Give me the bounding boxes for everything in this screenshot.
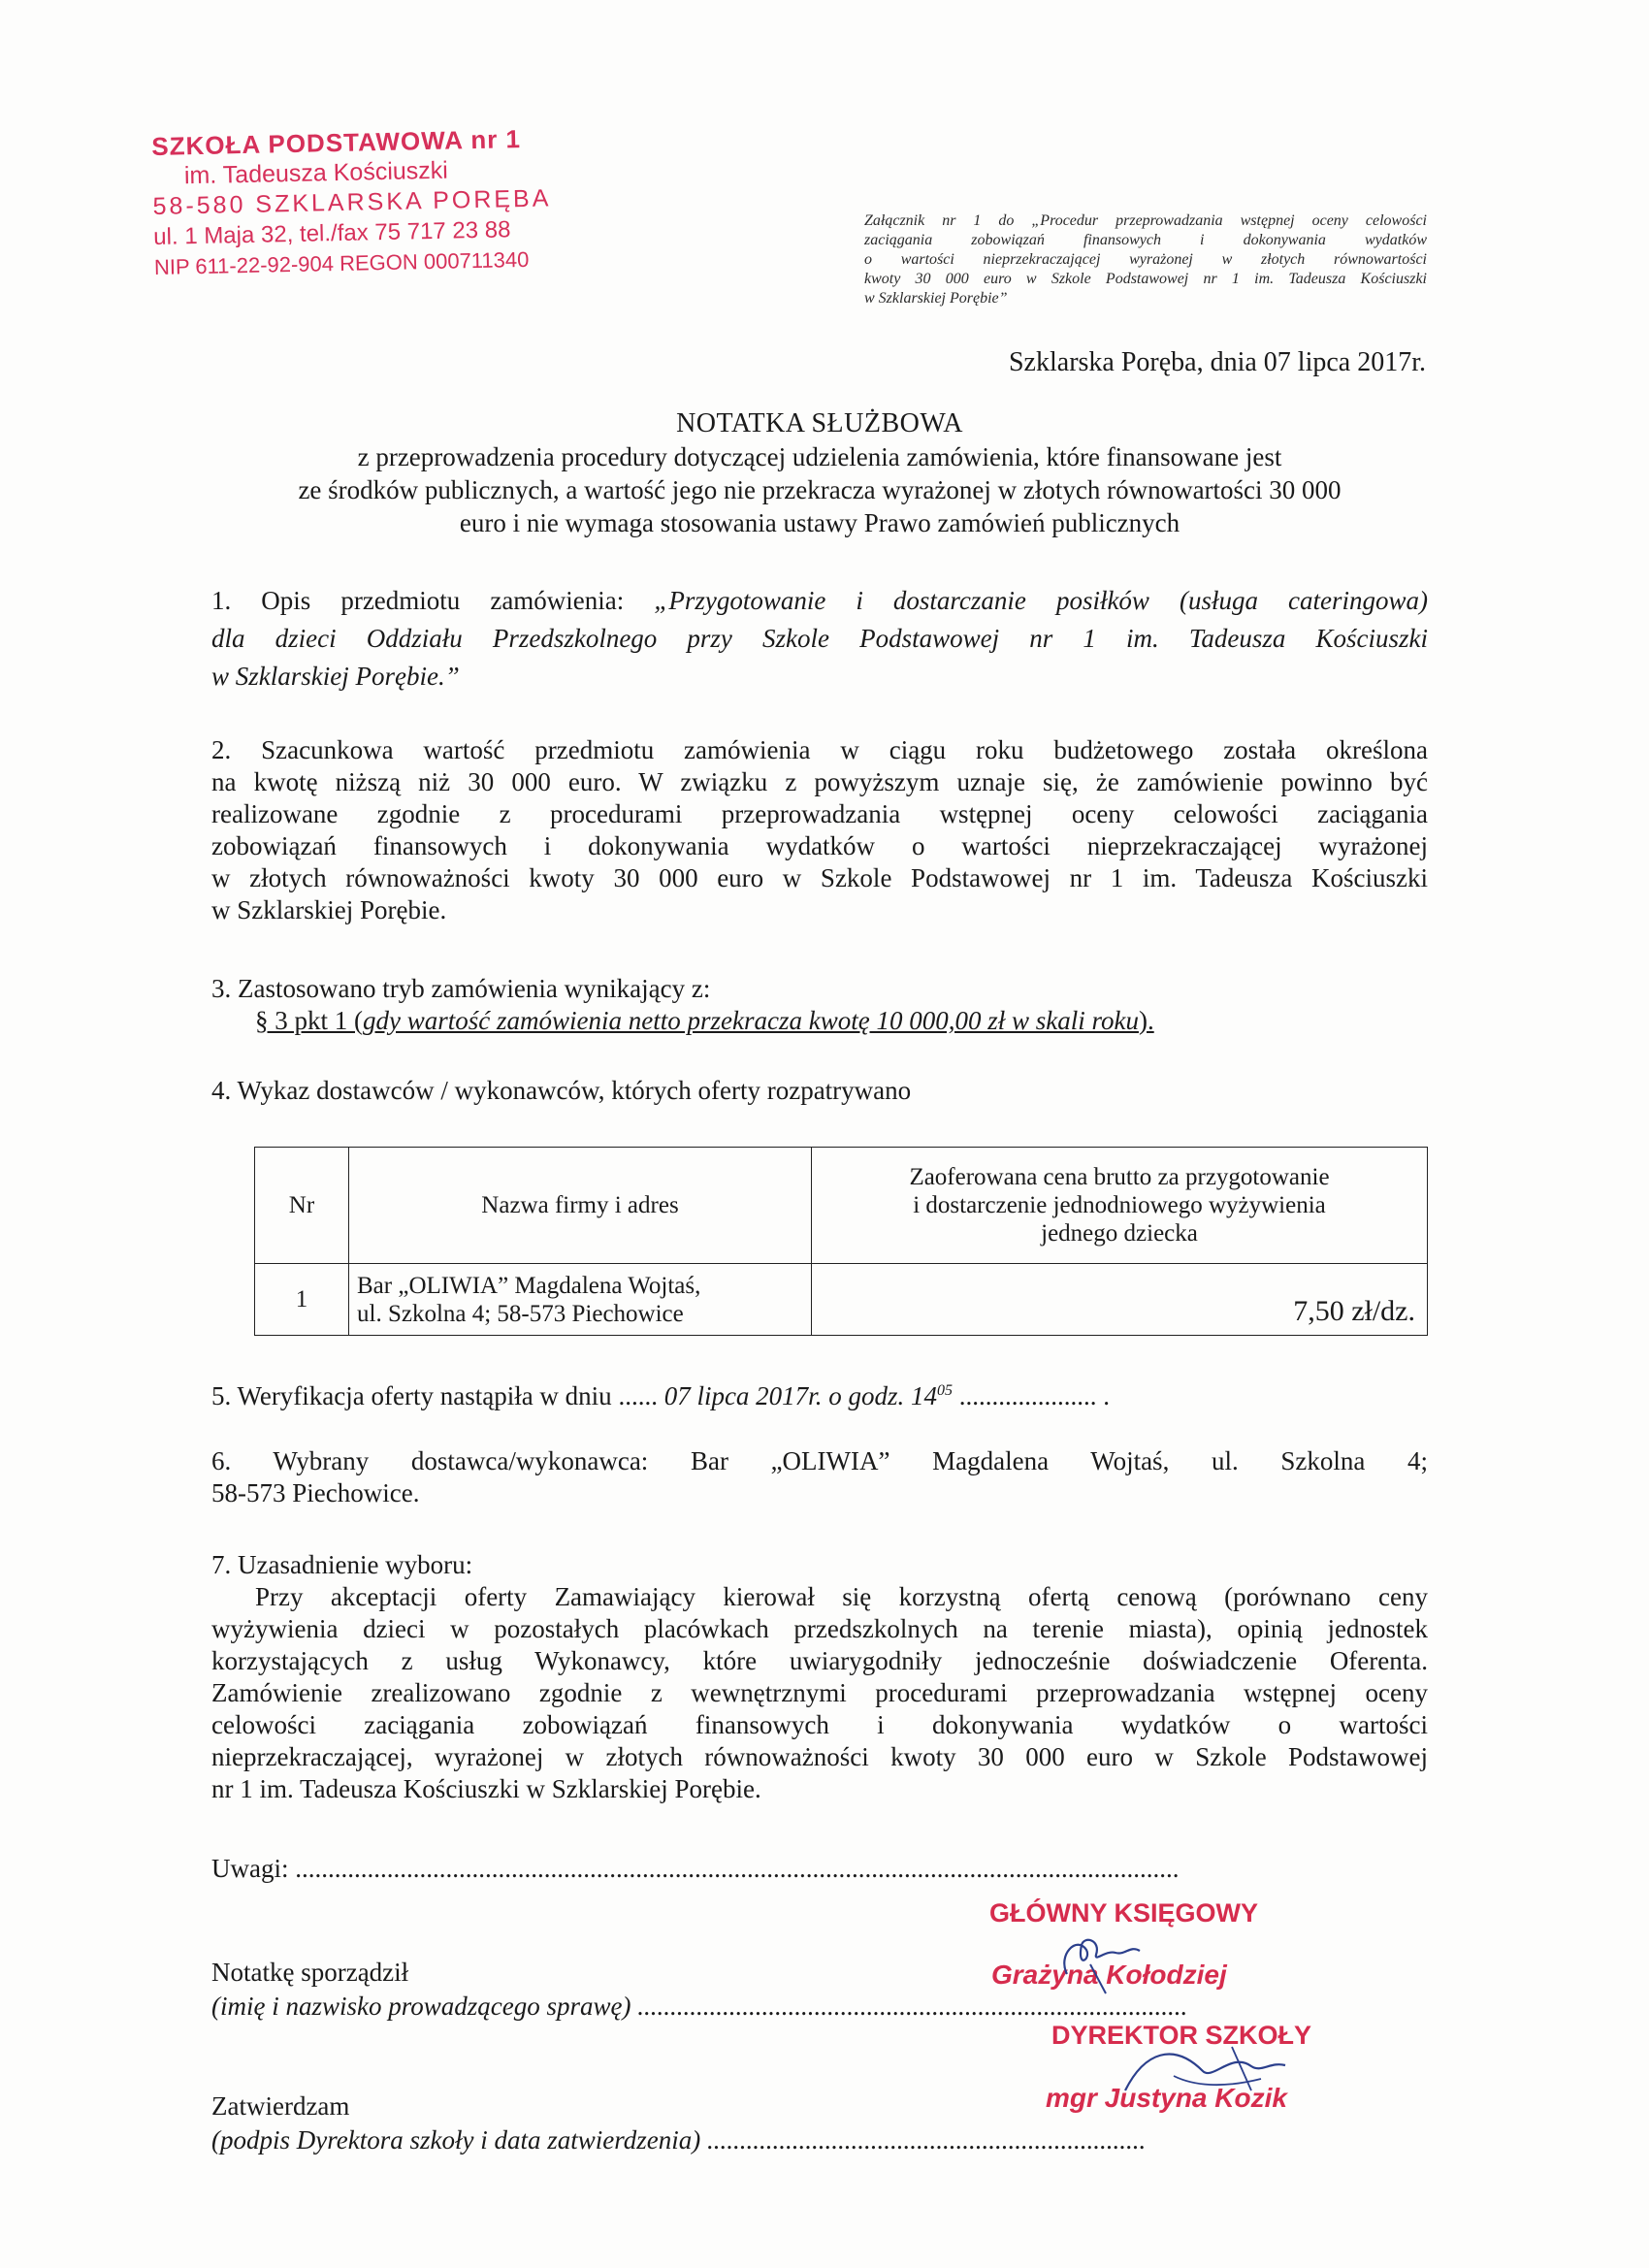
annex-line: Załącznik nr 1 do „Procedur przeprowadzania wstępnej oceny celowości (864, 212, 1427, 229)
item-7-line: korzystających z usług Wykonawcy, które uwiarygodniły jednocześnie doświadczenie Oferenta. (211, 1646, 1428, 1675)
item-7 (211, 1549, 1428, 1805)
item-6 (211, 1445, 1428, 1509)
stamp-line: im. Tadeusza Kościuszki (183, 156, 449, 190)
header-nr: Nr (255, 1148, 349, 1264)
item-1-subject: „Przygotowanie i dostarczanie posiłków (usługa cateringowa) (654, 586, 1428, 615)
place-date: Szklarska Poręba, dnia 07 lipca 2017r. (1008, 347, 1426, 377)
table-header-row (255, 1148, 1428, 1264)
annex-line: o wartości nieprzekraczającej wyrażonej w złotych równowartości (864, 251, 1427, 268)
item-5-minutes: 05 (936, 1382, 953, 1399)
document-title (211, 407, 1428, 539)
item-7-line: nr 1 im. Tadeusza Kościuszki w Szklarskiej Porębie. (211, 1774, 761, 1803)
item-3 (211, 973, 1428, 1037)
item-7-line: Zamówienie zrealizowano zgodnie z wewnętrznymi procedurami przeprowadzania wstępnej oceny (211, 1678, 1428, 1707)
item-2-line: w Szklarskiej Porębie. (211, 895, 447, 924)
item-6-line: 58-573 Piechowice. (211, 1478, 420, 1507)
accountant-stamp-name: Grażyna Kołodziej (991, 1960, 1227, 1990)
item-1 (211, 582, 1428, 696)
item-7-title: 7. Uzasadnienie wyboru: (211, 1550, 473, 1579)
title-sub: ze środków publicznych, a wartość jego nie przekracza wyrażonej w złotych równowartości 30 000 (298, 475, 1342, 504)
cell-firm (349, 1264, 812, 1336)
director-stamp-title: DYREKTOR SZKOŁY (1051, 2021, 1312, 2050)
accountant-signature (1048, 1926, 1164, 1998)
stamp-line: NIP 611-22-92-904 REGON 000711340 (153, 246, 530, 279)
item-2-line: na kwotę niższą niż 30 000 euro. W związku z powyższym uznaje się, że zamówienie powinno być (211, 767, 1428, 796)
header-firm: Nazwa firmy i adres (349, 1148, 812, 1264)
accountant-stamp-title: GŁÓWNY KSIĘGOWY (989, 1898, 1259, 1928)
item-2 (211, 734, 1428, 926)
header-price-line: i dostarczenie jednodniowego wyżywienia (913, 1192, 1326, 1218)
item-7-line: Przy akceptacji oferty Zamawiający kierował się korzystną ofertą cenową (porównano ceny (255, 1582, 1428, 1611)
item-5 (211, 1375, 1428, 1412)
header-price-line: jednego dziecka (1041, 1220, 1198, 1247)
header-price-line: Zaoferowana cena brutto za przygotowanie (909, 1164, 1330, 1190)
annex-line: w Szklarskiej Porębie” (864, 290, 1008, 307)
annex-line: kwoty 30 000 euro w Szkole Podstawowej nr 1 im. Tadeusza Kościuszki (864, 271, 1427, 287)
item-5-dots: ...... (618, 1381, 658, 1410)
approve-sub: (podpis Dyrektora szkoły i data zatwierdzenia) ................................................................... (211, 2125, 1147, 2155)
item-1-prefix: 1. Opis przedmiotu zamówienia: (211, 586, 655, 615)
item-3-line: 3. Zastosowano tryb zamówienia wynikający z: (211, 974, 711, 1003)
firm-line: Bar „OLIWIA” Magdalena Wojtaś, (357, 1272, 701, 1299)
item-5-value: 07 lipca 2017r. o godz. 14 (657, 1381, 937, 1410)
title-sub: euro i nie wymaga stosowania ustawy Prawo zamówień publicznych (459, 508, 1180, 537)
item-2-line: w złotych równoważności kwoty 30 000 euro w Szkole Podstawowej nr 1 im. Tadeusza Kościuszki (211, 863, 1428, 892)
item-3-rule-b: gdy wartość zamówienia netto przekracza kwotę 10 000,00 zł w skali roku (363, 1006, 1139, 1035)
cell-price: 7,50 zł/dz. (812, 1264, 1428, 1336)
item-5-end: . (1096, 1381, 1110, 1410)
annex-note (864, 211, 1427, 308)
item-7-line: celowości zaciągania zobowiązań finansowych i dokonywania wydatków o wartości (211, 1710, 1428, 1739)
approve-label: Zatwierdzam (211, 2091, 350, 2121)
school-stamp (151, 123, 553, 282)
item-3-rule-a: § 3 pkt 1 ( (255, 1006, 363, 1035)
item-5-prefix: 5. Weryfikacja oferty nastąpiła w dniu (211, 1381, 619, 1410)
item-7-line: wyżywienia dzieci w pozostałych placówkach przedszkolnych na terenie miasta), opinią jednostek (211, 1614, 1428, 1643)
remarks-line: Uwagi: ....................................................................................................................................... (211, 1854, 1180, 1883)
item-3-rule-c: ). (1138, 1006, 1154, 1035)
title-sub: z przeprowadzenia procedury dotyczącej udzielenia zamówienia, które finansowane jest (357, 442, 1282, 471)
item-7-line: nieprzekraczającej, wyrażonej w złotych równoważności kwoty 30 000 euro w Szkole Podstawowej (211, 1742, 1428, 1771)
firm-line: ul. Szkolna 4; 58-573 Piechowice (357, 1300, 684, 1327)
director-signature (1116, 2032, 1310, 2110)
item-1-line: dla dzieci Oddziału Przedszkolnego przy Szkole Podstawowej nr 1 im. Tadeusza Kościuszki (211, 624, 1428, 653)
title-main: NOTATKA SŁUŻBOWA (676, 408, 963, 438)
item-2-line: 2. Szacunkowa wartość przedmiotu zamówienia w ciągu roku budżetowego została określona (211, 735, 1428, 764)
item-4-label: 4. Wykaz dostawców / wykonawców, których oferty rozpatrywano (211, 1076, 912, 1105)
table-row (255, 1264, 1428, 1336)
director-stamp-name: mgr Justyna Kozik (1046, 2083, 1287, 2113)
prepared-sub: (imię i nazwisko prowadzącego sprawę) .................................................................................... (211, 1992, 1188, 2021)
item-1-line: w Szklarskiej Porębie.” (211, 662, 460, 691)
header-price (812, 1148, 1428, 1264)
offers-table (254, 1147, 1428, 1336)
stamp-line: ul. 1 Maja 32, tel./fax 75 717 23 88 (152, 216, 511, 250)
annex-line: zaciągania zobowiązań finansowych i dokonywania wydatków (864, 232, 1427, 248)
stamp-line: SZKOŁA PODSTAWOWA nr 1 (151, 124, 522, 161)
prepared-label: Notatkę sporządził (211, 1958, 409, 1987)
item-2-line: realizowane zgodnie z procedurami przeprowadzania wstępnej oceny celowości zaciągania (211, 799, 1428, 828)
item-6-line: 6. Wybrany dostawca/wykonawca: Bar „OLIWIA” Magdalena Wojtaś, ul. Szkolna 4; (211, 1446, 1428, 1475)
cell-nr: 1 (255, 1264, 349, 1336)
item-3-rule (211, 1005, 1428, 1037)
item-5-dots: ..................... (952, 1381, 1097, 1410)
item-2-line: zobowiązań finansowych i dokonywania wydatków o wartości nieprzekraczającej wyrażonej (211, 831, 1428, 860)
stamp-line: 58-580 SZKLARSKA PORĘBA (152, 184, 552, 220)
